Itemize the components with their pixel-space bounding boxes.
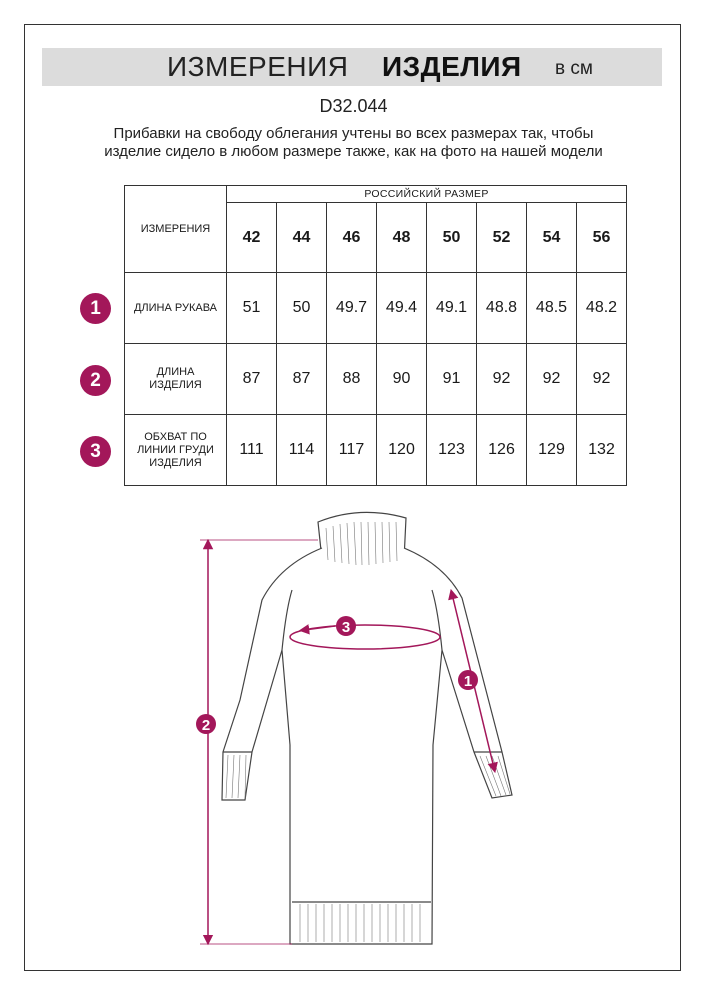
size-cell: 42	[227, 203, 277, 273]
size-cell: 52	[477, 203, 527, 273]
value-cell: 123	[427, 415, 477, 486]
value-cell: 87	[277, 344, 327, 415]
value-cell: 50	[277, 273, 327, 344]
size-system-header: РОССИЙСКИЙ РАЗМЕР	[227, 186, 627, 203]
value-cell: 92	[527, 344, 577, 415]
value-cell: 49.4	[377, 273, 427, 344]
value-cell: 48.5	[527, 273, 577, 344]
title-part-measurements: ИЗМЕРЕНИЯ	[167, 51, 349, 82]
value-cell: 91	[427, 344, 477, 415]
row-label-line: ЛИНИИ ГРУДИ	[137, 443, 214, 456]
value-cell: 87	[227, 344, 277, 415]
size-cell: 48	[377, 203, 427, 273]
size-cell: 54	[527, 203, 577, 273]
value-cell: 132	[577, 415, 627, 486]
value-cell: 111	[227, 415, 277, 486]
row-label-line: ОБХВАТ ПО	[144, 430, 207, 443]
row-badge-1: 1	[80, 293, 111, 324]
value-cell: 114	[277, 415, 327, 486]
diagram-badge-1-text: 1	[463, 673, 473, 690]
value-cell: 88	[327, 344, 377, 415]
value-cell: 48.2	[577, 273, 627, 344]
size-cell: 44	[277, 203, 327, 273]
row-badge-3: 3	[80, 436, 111, 467]
row-label-line: ИЗДЕЛИЯ	[149, 379, 202, 391]
value-cell: 51	[227, 273, 277, 344]
title-unit: в см	[555, 58, 593, 79]
title-part-item: ИЗДЕЛИЯ	[382, 51, 522, 82]
value-cell: 126	[477, 415, 527, 486]
size-cell: 46	[327, 203, 377, 273]
value-cell: 49.1	[427, 273, 477, 344]
size-cell: 56	[577, 203, 627, 273]
value-cell: 129	[527, 415, 577, 486]
value-cell: 92	[477, 344, 527, 415]
value-cell: 49.7	[327, 273, 377, 344]
value-cell: 90	[377, 344, 427, 415]
product-code: D32.044	[319, 96, 388, 116]
row-label-line: ДЛИНА	[156, 366, 195, 378]
size-cell: 50	[427, 203, 477, 273]
row-label-line: ДЛИНА РУКАВА	[133, 301, 218, 314]
fit-note: Прибавки на свободу облегания учтены во всех размерах так, чтобы изделие сидело в любом размере также, как на фото на нашей модели	[104, 125, 603, 160]
diagram-badge-2-text: 2	[201, 717, 211, 734]
row-label-line: ИЗДЕЛИЯ	[149, 456, 202, 469]
measurements-header: ИЗМЕРЕНИЯ	[125, 186, 227, 273]
row-badge-2: 2	[80, 365, 111, 396]
value-cell: 92	[577, 344, 627, 415]
value-cell: 117	[327, 415, 377, 486]
dress-outline	[222, 512, 512, 944]
value-cell: 48.8	[477, 273, 527, 344]
value-cell: 120	[377, 415, 427, 486]
diagram-badge-3-text: 3	[341, 619, 351, 636]
